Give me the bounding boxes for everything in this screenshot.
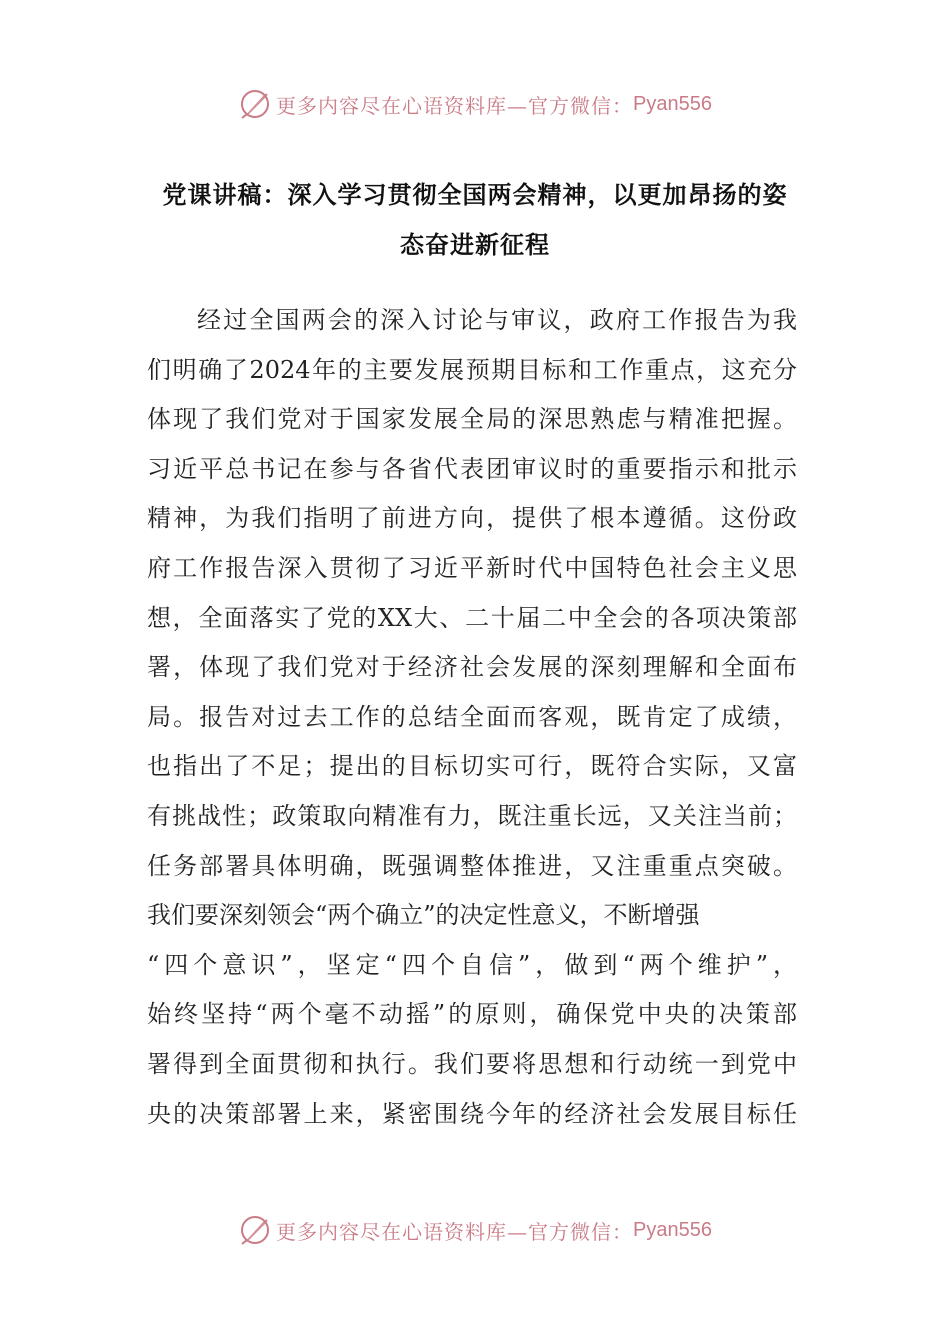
title-line: 党课讲稿：深入学习贯彻全国两会精神，以更加昂扬的姿 (162, 181, 788, 209)
body-line: 署，体现了我们党对于经济社会发展的深刻理解和全面布 (147, 653, 797, 682)
body-line: 们明确了2024年的主要发展预期目标和工作重点，这充分 (147, 355, 797, 384)
banner-wechat-id: Pyan556 (633, 92, 712, 115)
title-line: 态奋进新征程 (400, 231, 550, 259)
body-line: 也指出了不足；提出的目标切实可行，既符合实际，又富 (147, 752, 797, 781)
banner-wechat-id: Pyan556 (633, 1218, 712, 1241)
quill-pen-icon (238, 87, 272, 121)
document-title (150, 170, 800, 270)
banner-text: 更多内容尽在心语资料库—官方微信： (276, 1219, 634, 1244)
body-line: 署得到全面贯彻和执行。我们要将思想和行动统一到党中 (147, 1049, 797, 1078)
body-line: 府工作报告深入贯彻了习近平新时代中国特色社会主义思 (147, 553, 797, 582)
body-line: 央的决策部署上来，紧密围绕今年的经济社会发展目标任 (147, 1099, 797, 1128)
body-line: 体现了我们党对于国家发展全局的深思熟虑与精准把握。 (147, 405, 797, 434)
footer-banner (0, 1210, 950, 1250)
header-banner (0, 84, 950, 124)
body-line: “四个意识”，坚定“四个自信”，做到“两个维护”， (147, 950, 797, 979)
body-line: 局。报告对过去工作的总结全面而客观，既肯定了成绩， (147, 702, 797, 731)
body-line: 我们要深刻领会“两个确立”的决定性意义，不断增强 (147, 901, 700, 930)
body-line: 始终坚持“两个毫不动摇”的原则，确保党中央的决策部 (147, 1000, 797, 1029)
body-line: 任务部署具体明确，既强调整体推进，又注重重点突破。 (147, 851, 797, 880)
body-line: 有挑战性；政策取向精准有力，既注重长远，又关注当前； (147, 801, 797, 830)
body-line: 精神，为我们指明了前进方向，提供了根本遵循。这份政 (147, 504, 797, 533)
body-paragraph (147, 296, 797, 1139)
body-line: 习近平总书记在参与各省代表团审议时的重要指示和批示 (147, 454, 797, 483)
banner-text: 更多内容尽在心语资料库—官方微信： (276, 93, 634, 118)
body-line: 想，全面落实了党的XX大、二十届二中全会的各项决策部 (147, 603, 797, 632)
quill-pen-icon (238, 1213, 272, 1247)
body-line: 经过全国两会的深入讨论与审议，政府工作报告为我 (197, 306, 797, 334)
